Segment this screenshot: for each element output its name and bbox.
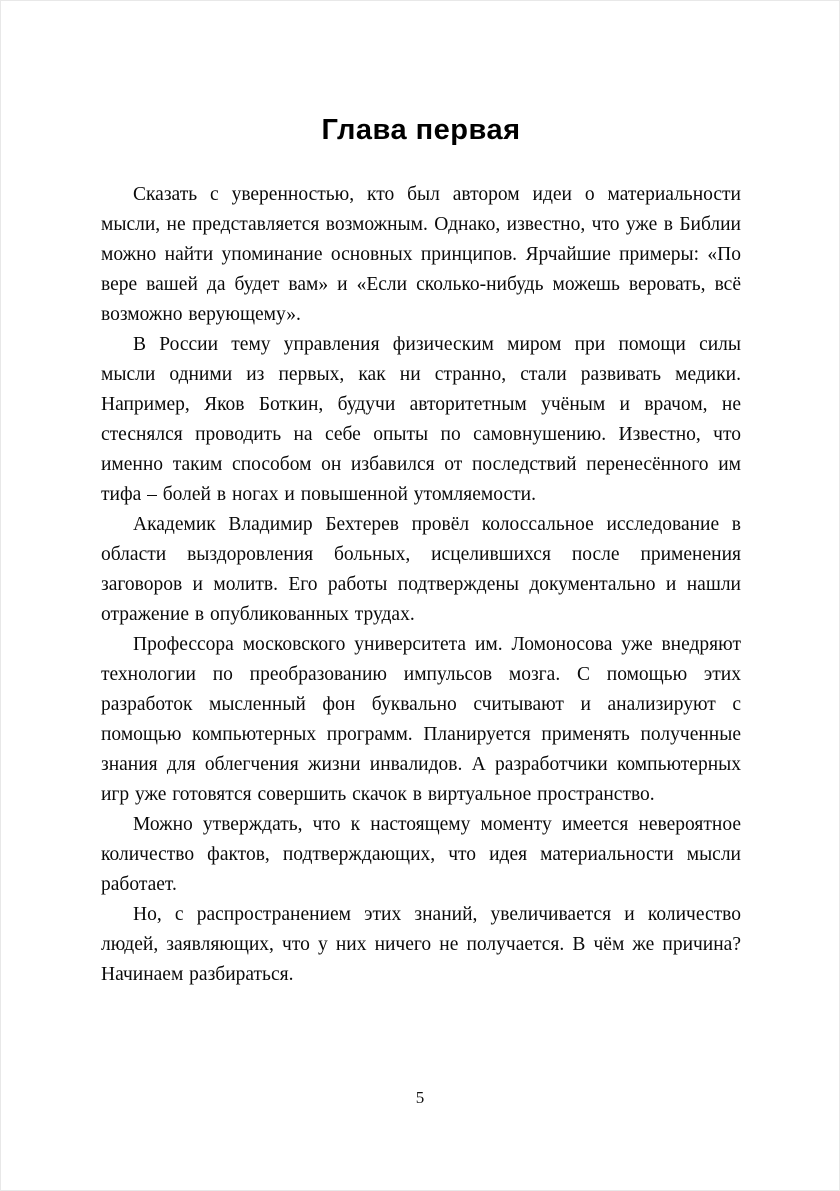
paragraph: Но, с распространением этих знаний, увеличивается и количество людей, заявляющих, что у них ничего не получается. В чём же причина? Начинаем разбираться. [101, 903, 741, 985]
paragraph: Профессора московского университета им. Ломоносова уже внедряют технологии по преобразованию импульсов мозга. С помощью этих разработок мысленный фон буквально считывают и анализируют с помощью компьютерных программ. Планируется применять полученные знания для облегчения жизни инвалидов. А разработчики компьютерных игр уже готовятся совершить скачок в виртуальное пространство. [101, 633, 741, 805]
paragraph: Сказать с уверенностью, кто был автором идеи о материальности мысли, не представляется возможным. Однако, известно, что уже в Библии можно найти упоминание основных принципов. Ярчайшие примеры: «По вере вашей да будет вам» и «Если сколько-нибудь можешь веровать, всё возможно верующему». [101, 183, 741, 325]
chapter-title: Глава первая [321, 114, 521, 146]
page-number: 5 [415, 1088, 425, 1107]
page-content [101, 113, 741, 990]
body-text [101, 180, 741, 990]
paragraph: Можно утверждать, что к настоящему моменту имеется невероятное количество фактов, подтверждающих, что идея материальности мысли работает. [101, 813, 741, 895]
paragraph: Академик Владимир Бехтерев провёл колоссальное исследование в области выздоровления больных, исцелившихся после применения заговоров и молитв. Его работы подтверждены документально и нашли отражение в опубликованных трудах. [101, 513, 741, 625]
paragraph: В России тему управления физическим миром при помощи силы мысли одними из первых, как ни странно, стали развивать медики. Например, Яков Боткин, будучи авторитетным учёным и врачом, не стеснялся проводить на себе опыты по самовнушению. Известно, что именно таким способом он избавился от последствий перенесённого им тифа – болей в ногах и повышенной утомляемости. [101, 333, 741, 505]
